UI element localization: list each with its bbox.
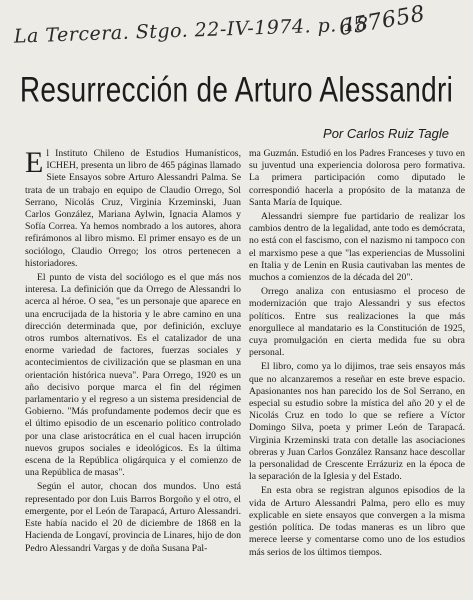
- article-column-right: [249, 148, 465, 561]
- article-paragraph: En esta obra se registran algunos episodios de la vida de Arturo Alessandri Palma, pero ello es muy explicable en siete ensayos que convergen a la misma gestión política. De todas maneras es un libro que merece leerse y comentarse como uno de los estudios más serios de los últimos tiempos.: [249, 485, 465, 558]
- drop-cap: E: [25, 146, 44, 179]
- article-byline: Por Carlos Ruiz Tagle: [323, 126, 449, 141]
- handwritten-annotation: [13, 1, 454, 61]
- article-paragraph: El punto de vista del sociólogo es el que más nos interesa. La definición que da Orrego de Alessandri lo acerca al héroe. O sea, "es un personaje que aparece en una encrucijada de la historia y le abre camino en una dirección determinada que, por definición, excluye otros rumbos alternativos. Es el catalizador de una enorme variedad de factores, fuerzas sociales y acontecimientos de civilización que se plasman en una orientación histórica nueva". Para Orrego, 1920 es un año decisivo porque marca el fin del régimen parlamentario y el regreso a un sistema presidencial de Gobierno. "Más profundamente podemos decir que es el último episodio de un escenario político controlado por una clase aristocrática en el cual hacen irrupción nuevos grupos sociales e ideológicos. Es la última escena de la República oligárquica y el comienzo de una República de masas".: [25, 272, 241, 479]
- article-paragraph: El Instituto Chileno de Estudios Humanísticos, ICHEH, presenta un libro de 465 páginas llamado Siete Ensayos sobre Arturo Alessandri Palma. Se trata de un trabajo en equipo de Claudio Orrego, Sol Serrano, Nicolás Cruz, Virginia Krzeminski, Juan Carlos González, Mariana Aylwin, Ignacia Alamos y Sofía Correa. Ya hemos nombrado a los autores, ahora refirámonos al libro mismo. El primer ensayo es de un sociólogo, Claudio Orrego; los otros pertenecen a historiadores.: [25, 146, 241, 269]
- article-paragraph: ma Guzmán. Estudió en los Padres Franceses y tuvo en su juventud una experiencia dolorosa pero formativa. La primera participación como diputado le correspondió hacerla a propósito de la matanza de Santa María de Iquique.: [249, 148, 465, 208]
- article-column-left: [25, 148, 241, 557]
- article-paragraph: Alessandri siempre fue partidario de realizar los cambios dentro de la legalidad, ante todo es demócrata, no está con el fascismo, con el nazismo ni tampoco con el marxismo pese a que "las experiencias de Mussolini en Italia y de Lenin en Rusia cautivaban las mentes de muchos a comienzos de la década del 20".: [249, 211, 465, 284]
- article-paragraph: Orrego analiza con entusiasmo el proceso de modernización que trajo Alessandri y sus efectos políticos. Entre sus realizaciones la que más enorgullece al mandatario es la Constitución de 1925, cuya promulgación en cierta medida fue su obra personal.: [249, 286, 465, 359]
- article-title: Resurrección de Arturo Alessandri: [19, 70, 454, 109]
- handwritten-archive-number: 657658: [337, 1, 428, 42]
- article-paragraph: Según el autor, chocan dos mundos. Uno está representado por don Luis Barros Borgoño y el otro, el emergente, por el León de Tarapacá, Arturo Alessandri. Este había nacido el 20 de diciembre de 1868 en la Hacienda de Longaví, provincia de Linares, hijo de don Pedro Alessandri Vargas y de doña Susana Pal-: [25, 481, 241, 554]
- handwritten-source-note: La Tercera. Stgo. 22-IV-1974. p. 18: [13, 13, 369, 48]
- article-paragraph: El libro, como ya lo dijimos, trae seis ensayos más que no alcanzaremos a reseñar en este breve espacio. Apasionantes nos han parecido los de Sol Serrano, en especial su estudio sobre la mística del año 20 y el de Nicolás Cruz en todo lo que se refiere a Víctor Domingo Silva, poeta y primer León de Tarapacá. Virginia Krzeminski trata con detalle las asociaciones obreras y Juan Carlos González Ransanz hace descollar la personalidad de Crescente Errázuriz en la época de la separación de la Iglesia y del Estado.: [249, 361, 465, 483]
